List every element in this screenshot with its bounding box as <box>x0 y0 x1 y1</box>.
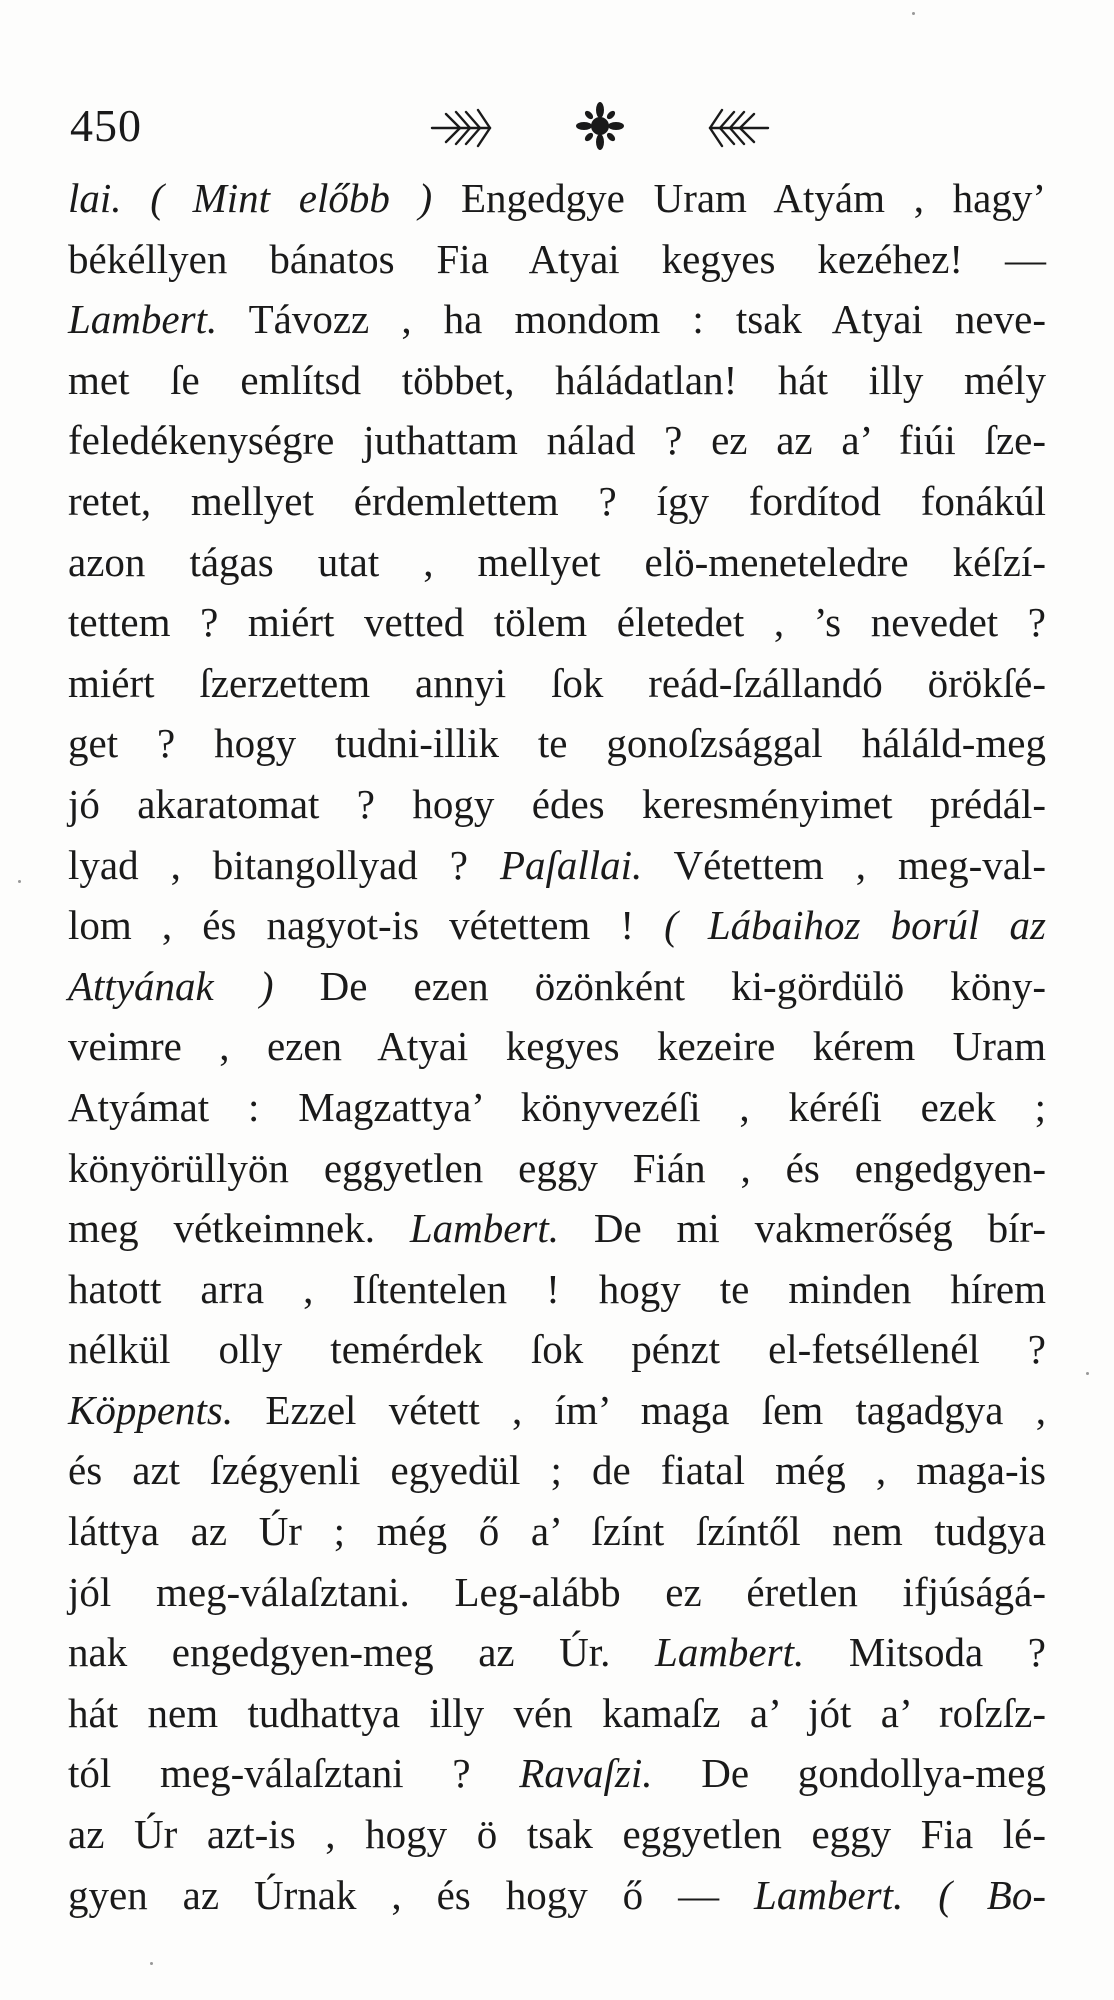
text-run: tól meg-válaſztani ? <box>68 1750 520 1797</box>
text-run: békéllyen bánatos Fia Atyai kegyes kezéhez! — <box>68 235 1046 282</box>
text-run: láttya az Úr ; még ő a’ ſzínt ſzíntől nem tudgya <box>68 1508 1046 1555</box>
text-run: retet, mellyet érdemlettem ? így fordítod fonákúl <box>68 477 1046 524</box>
text-line <box>68 1804 1046 1865</box>
text-run: veimre , ezen Atyai kegyes kezeire kérem Uram <box>68 1023 1046 1070</box>
text-run: nak engedgyen-meg az Úr. <box>68 1629 656 1676</box>
text-line <box>68 835 1046 896</box>
text-run: Vétettem , meg-val- <box>642 841 1047 888</box>
text-line <box>68 350 1046 411</box>
italic-text-run: lai. ( Mint előbb ) <box>68 175 461 221</box>
text-line <box>68 653 1046 714</box>
text-line <box>68 289 1046 350</box>
text-run: get ? hogy tudni-illik te gonoſzsággal háláld-meg <box>68 720 1046 767</box>
text-run: nélkül olly temérdek ſok pénzt el-fetséllenél ? <box>68 1326 1046 1373</box>
text-run: tettem ? miért vetted tölem életedet , ’s nevedet ? <box>68 599 1046 646</box>
text-line <box>68 1380 1046 1441</box>
text-run: lom , és nagyot-is vétettem ! <box>68 902 665 949</box>
text-run: miért ſzerzettem annyi ſok reád-ſzállandó örökſé- <box>68 659 1046 706</box>
text-run: Mitsoda ? <box>804 1629 1046 1676</box>
text-line <box>68 1319 1046 1380</box>
text-run: De mi vakmerőség bír- <box>559 1205 1046 1252</box>
text-run: az Úr azt-is , hogy ö tsak eggyetlen eggy Fia lé- <box>68 1811 1046 1858</box>
text-run: De ezen özönként ki-gördülö köny- <box>273 962 1046 1009</box>
text-run: Engedgye Uram Atyám , hagy’ <box>460 175 1047 221</box>
page-header <box>70 96 1050 156</box>
text-run: Atyámat : Magzattya’ könyvezéſi , kéréſi ezek ; <box>68 1083 1046 1130</box>
paper-speck <box>1086 1372 1089 1375</box>
text-run: jól meg-válaſztani. Leg-alább ez éretlen ifjúságá- <box>68 1568 1046 1615</box>
text-line <box>68 1562 1046 1623</box>
text-line <box>68 1743 1046 1804</box>
paper-speck <box>150 1962 153 1965</box>
text-run: lyad , bitangollyad ? <box>68 841 500 888</box>
text-line <box>68 471 1046 532</box>
text-line <box>68 1622 1046 1683</box>
italic-text-run: Ravaſzi. <box>519 1750 653 1797</box>
text-run: azon tágas utat , mellyet elö-meneteledre kéſzí- <box>68 538 1046 585</box>
text-run: feledékenységre juthattam nálad ? ez az a’ fiúi ſze- <box>68 417 1046 464</box>
italic-text-run: Lambert. <box>409 1205 560 1252</box>
italic-text-run: Paſallai. <box>499 841 643 888</box>
italic-text-run: ( Lábaihoz borúl az <box>664 902 1046 949</box>
page-number: 450 <box>70 100 142 151</box>
text-run: könyörüllyön eggyetlen eggy Fián , és engedgyen- <box>68 1144 1046 1191</box>
text-line <box>68 1077 1046 1138</box>
italic-text-run: Attyának ) <box>68 962 274 1009</box>
text-run: gyen az Úrnak , és hogy ő — <box>68 1871 755 1918</box>
text-line <box>68 895 1046 956</box>
text-run: De gondollya-meg <box>652 1750 1047 1797</box>
text-run: és azt ſzégyenli egyedül ; de fiatal még , maga-is <box>68 1447 1046 1494</box>
text-run: hát nem tudhattya illy vén kamaſz a’ jót a’ roſzſz- <box>68 1689 1046 1736</box>
text-line <box>68 168 1046 229</box>
paper-speck <box>18 880 21 883</box>
body-text <box>68 168 1046 1925</box>
text-line <box>68 1198 1046 1259</box>
text-line <box>68 1865 1046 1926</box>
leaf-flower-leaf-ornament <box>420 98 780 154</box>
italic-text-run: Lambert. ( Bo- <box>754 1871 1046 1918</box>
text-run: Távozz , ha mondom : tsak Atyai neve- <box>217 296 1046 343</box>
paper-speck <box>912 12 915 15</box>
text-line <box>68 956 1046 1017</box>
text-run: meg vétkeimnek. <box>68 1205 410 1252</box>
text-line <box>68 774 1046 835</box>
text-line <box>68 1259 1046 1320</box>
text-line <box>68 713 1046 774</box>
text-line <box>68 1138 1046 1199</box>
text-line <box>68 1683 1046 1744</box>
italic-text-run: Lambert. <box>655 1629 805 1676</box>
italic-text-run: Lambert. <box>68 296 218 343</box>
text-line <box>68 229 1046 290</box>
text-line <box>68 1501 1046 1562</box>
text-line <box>68 1016 1046 1077</box>
text-line <box>68 410 1046 471</box>
text-run: met ſe említsd többet, háládatlan! hát illy mély <box>68 356 1046 403</box>
text-line <box>68 1440 1046 1501</box>
text-line <box>68 592 1046 653</box>
italic-text-run: Köppents. <box>68 1386 234 1433</box>
text-line <box>68 532 1046 593</box>
text-run: hatott arra , Iſtentelen ! hogy te minden hírem <box>68 1265 1046 1312</box>
text-run: jó akaratomat ? hogy édes keresményimet prédál- <box>68 780 1046 827</box>
text-run: Ezzel vétett , ím’ maga ſem tagadgya , <box>233 1386 1046 1433</box>
